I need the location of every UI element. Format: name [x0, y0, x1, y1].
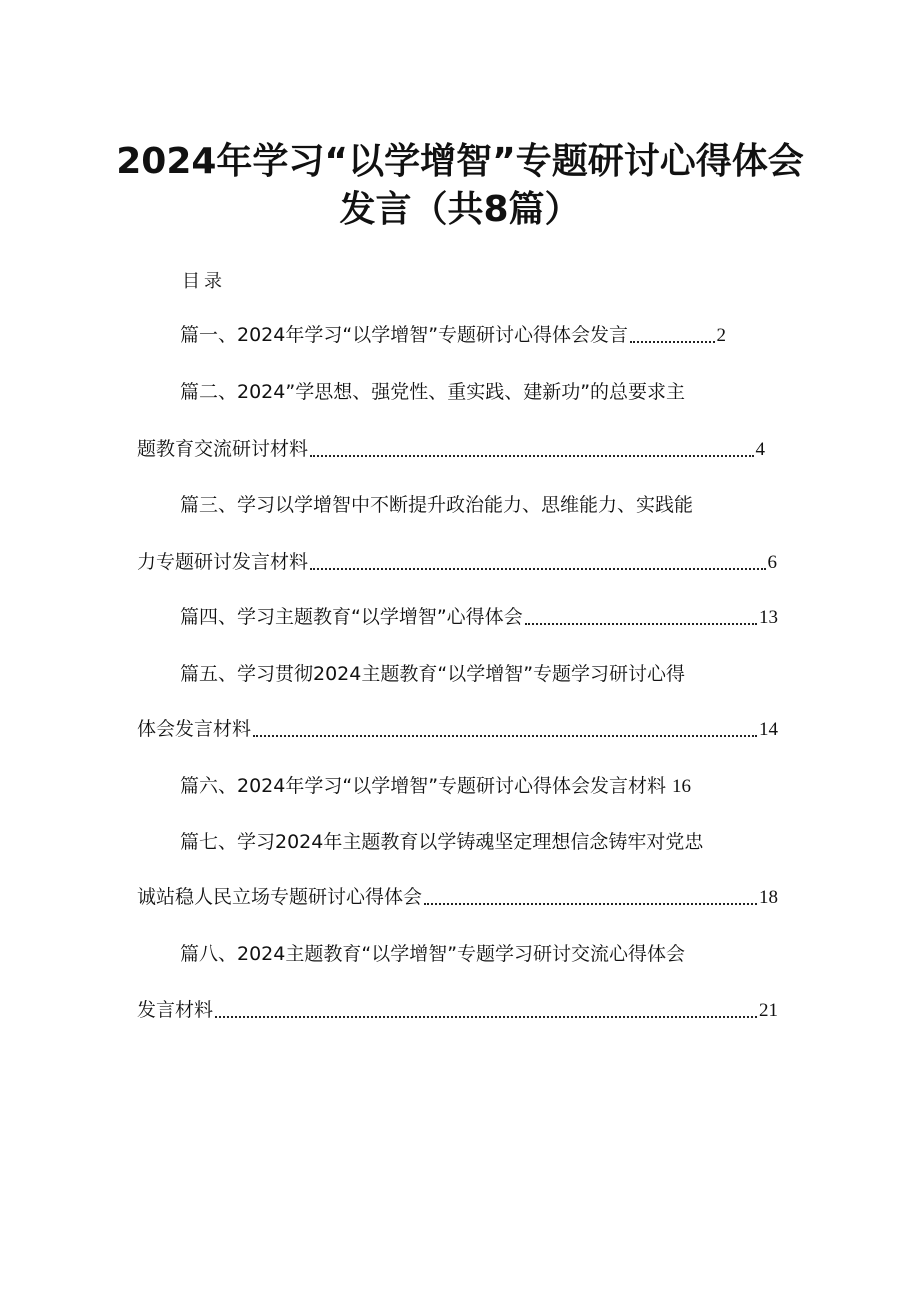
toc-leader-dots [310, 568, 765, 570]
toc-entry-6[interactable] [180, 773, 691, 800]
toc-entry-text: 篇五、学习贯彻2024主题教育“以学增智”专题学习研讨心得 [180, 663, 686, 685]
toc-entry-text: 篇一、2024年学习“以学增智”专题研讨心得体会发言 [180, 324, 629, 346]
toc-entry-text: 篇三、学习以学增智中不断提升政治能力、思维能力、实践能 [180, 494, 694, 516]
toc-leader-dots [253, 735, 757, 737]
toc-leader-dots [424, 903, 757, 905]
toc-entry-1[interactable] [180, 322, 726, 349]
toc-entry-text: 题教育交流研讨材料 [137, 438, 309, 460]
toc-entry-5-line1[interactable] [180, 661, 685, 687]
toc-entry-text: 发言材料 [137, 999, 214, 1021]
toc-entry-7-line2[interactable] [137, 884, 778, 911]
toc-entry-text: 篇八、2024主题教育“以学增智”专题学习研讨交流心得体会 [180, 943, 686, 965]
toc-entry-text: 篇四、学习主题教育“以学增智”心得体会 [180, 606, 523, 628]
toc-page-number: 2 [716, 325, 726, 346]
toc-entry-2-line1[interactable] [180, 379, 685, 405]
toc-leader-dots [525, 623, 757, 625]
toc-entry-8-line2[interactable] [137, 997, 778, 1024]
toc-entry-text: 诚站稳人民立场专题研讨心得体会 [137, 886, 423, 908]
toc-leader-dots [310, 455, 753, 457]
toc-entry-4[interactable] [180, 604, 778, 631]
toc-entry-text: 体会发言材料 [137, 718, 252, 740]
toc-entry-8-line1[interactable] [180, 941, 685, 967]
toc-leader-dots [630, 341, 714, 343]
toc-entry-3-line1[interactable] [180, 492, 693, 518]
document-title-line1: 2024年学习“以学增智”专题研讨心得体会 [116, 141, 804, 182]
toc-entry-2-line2[interactable] [137, 436, 765, 463]
toc-page-number: 6 [767, 552, 777, 573]
toc-page-number: 21 [759, 1000, 778, 1021]
toc-entry-text: 篇二、2024”学思想、强党性、重实践、建新功”的总要求主 [180, 381, 686, 403]
toc-entry-text: 力专题研讨发言材料 [137, 551, 309, 573]
toc-entry-text: 篇六、2024年学习“以学增智”专题研讨心得体会发言材料 [180, 775, 667, 797]
toc-page-number: 18 [759, 887, 778, 908]
toc-entry-7-line1[interactable] [180, 829, 703, 855]
toc-heading: 目录 [182, 271, 226, 292]
toc-entry-text: 篇七、学习2024年主题教育以学铸魂坚定理想信念铸牢对党忠 [180, 831, 704, 853]
toc-entry-3-line2[interactable] [137, 549, 777, 576]
toc-leader-dots [215, 1016, 757, 1018]
toc-entry-5-line2[interactable] [137, 716, 778, 743]
toc-page-number: 4 [755, 439, 765, 460]
toc-page-number: 14 [759, 719, 778, 740]
toc-page-number: 13 [759, 607, 778, 628]
toc-page-number: 16 [672, 776, 692, 797]
document-title-line2: 发言（共8篇） [339, 189, 581, 230]
